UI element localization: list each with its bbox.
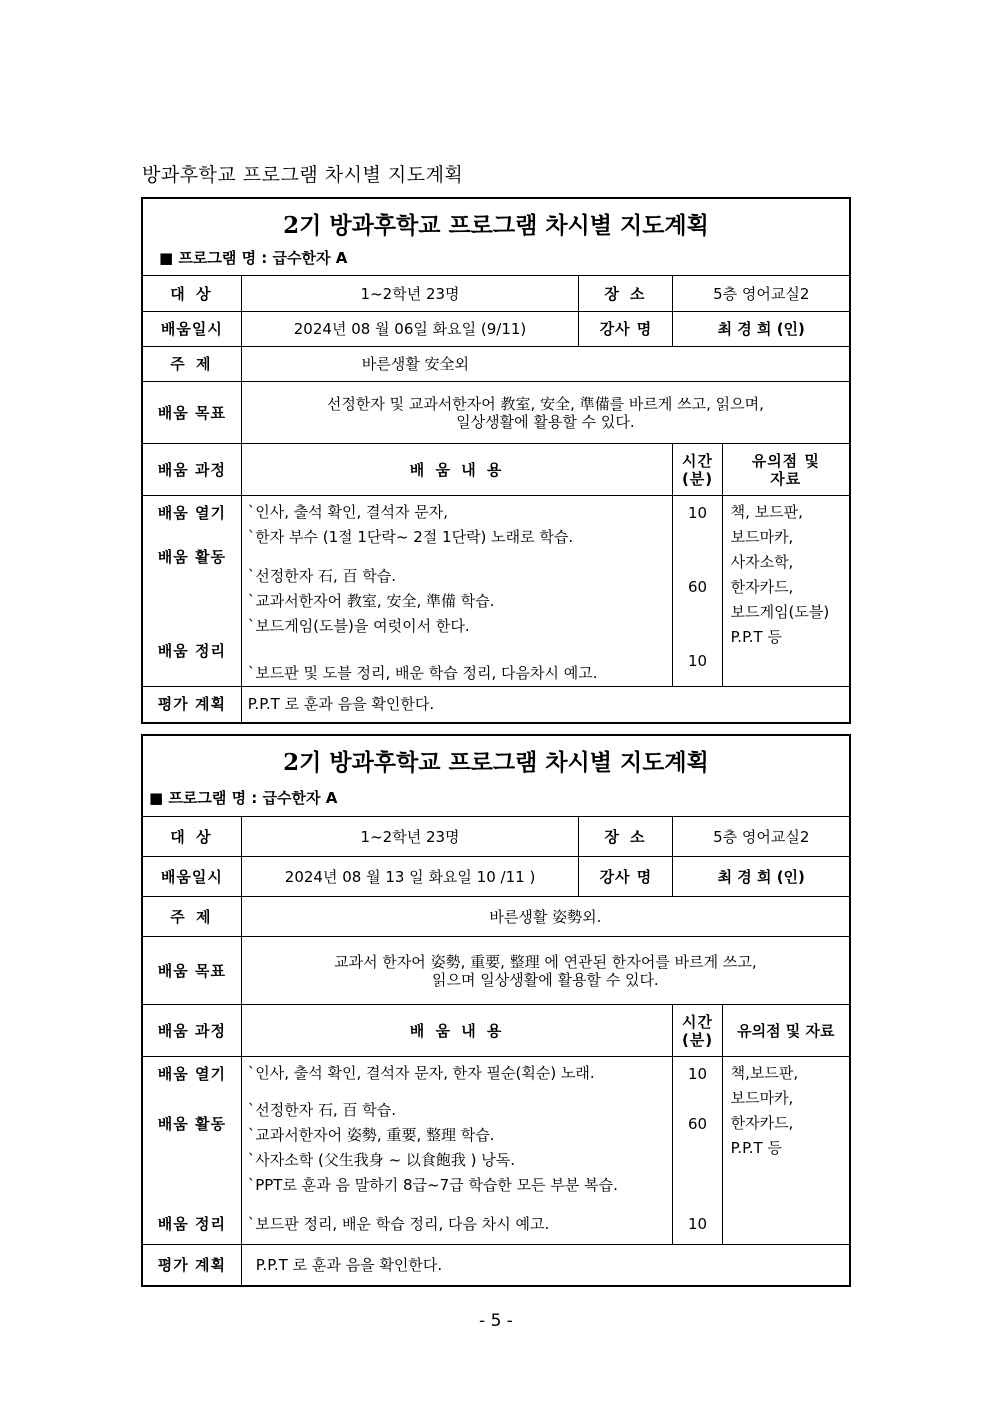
close-list	[248, 1212, 667, 1237]
date-value: 2024년 08 월 13 일 화요일 10 /11 )	[241, 857, 579, 897]
target-value: 1~2학년 23명	[241, 276, 579, 312]
time-activity: 60	[687, 1115, 708, 1133]
notes-line: P.P.T 등	[730, 628, 782, 646]
open-label: 배움 열기	[157, 1065, 226, 1083]
close-label: 배움 정리	[157, 1215, 226, 1233]
evaluation-value: P.P.T 로 훈과 음을 확인한다.	[241, 687, 849, 722]
activity-list	[248, 1098, 667, 1198]
notes-line: 한자카드,	[730, 1114, 794, 1132]
program-name: ■ 프로그램 명 : 급수한자 A	[149, 789, 338, 807]
lesson-plan-1	[141, 197, 851, 724]
process-label: 배움 과정	[143, 1005, 241, 1057]
list-item: `교과서한자어 教室, 安全, 準備 학습.	[247, 592, 495, 610]
goal-line: 일상생활에 활용할 수 있다.	[456, 412, 635, 431]
goal-value	[241, 382, 849, 444]
list-item: `보드게임(도블)을 여럿이서 한다.	[247, 617, 470, 635]
place-value: 5층 영어교실2	[673, 817, 849, 857]
topic-label: 주 제	[143, 347, 241, 382]
goal-line: 선정한자 및 교과서한자어 教室, 安全, 準備를 바르게 쓰고, 읽으며,	[326, 394, 764, 413]
notes-line: 보드게임(도블)	[730, 603, 830, 621]
list-item: `사자소학 (父生我身 ~ 以食飽我 ) 낭독.	[247, 1151, 516, 1169]
target-label: 대 상	[143, 276, 241, 312]
time-values	[673, 496, 722, 687]
process-steps	[143, 1057, 241, 1245]
list-item: `선정한자 石, 百 학습.	[247, 567, 396, 585]
close-label: 배움 정리	[157, 642, 226, 660]
evaluation-label: 평가 계획	[143, 1245, 241, 1285]
notes-line: 보드마카,	[730, 1089, 794, 1107]
target-label: 대 상	[143, 817, 241, 857]
goal-line: 교과서 한자어 姿勢, 重要, 整理 에 연관된 한자어를 바르게 쓰고,	[334, 952, 757, 971]
activity-label: 배움 활동	[157, 548, 226, 566]
content-header: 배 움 내 용	[241, 1005, 673, 1057]
notes-line: P.P.T 등	[730, 1139, 782, 1157]
teacher-value: 최 경 희 (인)	[673, 312, 849, 347]
teacher-label: 강사 명	[579, 312, 673, 347]
evaluation-value: P.P.T 로 훈과 음을 확인한다.	[241, 1245, 849, 1285]
process-label: 배움 과정	[143, 444, 241, 496]
notes-line: 한자카드,	[730, 578, 794, 596]
target-value: 1~2학년 23명	[241, 817, 579, 857]
notes-line: 책, 보드판,	[730, 503, 803, 521]
teacher-label: 강사 명	[579, 857, 673, 897]
process-content	[241, 1057, 673, 1245]
open-list	[248, 500, 667, 550]
list-item: `PPT로 훈과 음 말하기 8급~7급 학습한 모든 부분 복습.	[247, 1176, 618, 1194]
date-label: 배움일시	[143, 857, 241, 897]
goal-label: 배움 목표	[143, 382, 241, 444]
notes-values	[722, 496, 849, 687]
list-item: `한자 부수 (1절 1단락~ 2절 1단락) 노래로 학습.	[247, 528, 574, 546]
time-header: 시간 (분)	[673, 1005, 722, 1057]
list-item: `선정한자 石, 百 학습.	[247, 1101, 396, 1119]
notes-line: 책,보드판,	[730, 1064, 799, 1082]
lesson-plan-2	[141, 734, 851, 1287]
plan-title: 2기 방과후학교 프로그램 차시별 지도계획	[283, 749, 709, 776]
time-open: 10	[687, 504, 708, 522]
content-header: 배 움 내 용	[241, 444, 673, 496]
process-content	[241, 496, 673, 687]
list-item: `보드판 정리, 배운 학습 정리, 다음 차시 예고.	[247, 1215, 550, 1233]
date-value: 2024년 08 월 06일 화요일 (9/11)	[241, 312, 579, 347]
plan-table	[143, 816, 849, 1285]
notes-line: 보드마카,	[730, 528, 794, 546]
topic-label: 주 제	[143, 897, 241, 937]
time-values	[673, 1057, 722, 1245]
close-list	[248, 661, 667, 686]
time-open: 10	[687, 1065, 708, 1083]
list-item: `인사, 출석 확인, 결석자 문자,	[247, 503, 448, 521]
notes-header: 유의점 및 자료	[722, 444, 849, 496]
time-close: 10	[687, 1215, 708, 1233]
plan-table	[143, 275, 849, 722]
place-label: 장 소	[579, 276, 673, 312]
goal-value	[241, 937, 849, 1005]
program-name: ■ 프로그램 명 : 급수한자 A	[159, 249, 348, 267]
activity-label: 배움 활동	[157, 1115, 226, 1133]
topic-value: 바른생활 安全외	[241, 347, 849, 382]
notes-header: 유의점 및 자료	[722, 1005, 849, 1057]
list-item: `교과서한자어 姿勢, 重要, 整理 학습.	[247, 1126, 495, 1144]
evaluation-label: 평가 계획	[143, 687, 241, 722]
teacher-value: 최 경 희 (인)	[673, 857, 849, 897]
time-close: 10	[687, 652, 708, 670]
activity-list	[248, 564, 667, 639]
topic-value: 바른생활 姿勢외.	[241, 897, 849, 937]
list-item: `보드판 및 도블 정리, 배운 학습 정리, 다음차시 예고.	[247, 664, 598, 682]
open-label: 배움 열기	[157, 504, 226, 522]
page-heading: 방과후학교 프로그램 차시별 지도계획	[142, 164, 464, 186]
goal-label: 배움 목표	[143, 937, 241, 1005]
list-item: `인사, 출석 확인, 결석자 문자, 한자 필순(획순) 노래.	[247, 1064, 595, 1082]
open-list	[248, 1061, 667, 1086]
place-value: 5층 영어교실2	[673, 276, 849, 312]
notes-line: 사자소학,	[730, 553, 794, 571]
time-header: 시간 (분)	[673, 444, 722, 496]
time-activity: 60	[687, 578, 708, 596]
date-label: 배움일시	[143, 312, 241, 347]
notes-values	[722, 1057, 849, 1245]
plan-title: 2기 방과후학교 프로그램 차시별 지도계획	[283, 212, 709, 239]
process-steps	[143, 496, 241, 687]
goal-line: 읽으며 일상생활에 활용할 수 있다.	[432, 970, 659, 989]
place-label: 장 소	[579, 817, 673, 857]
page-number: - 5 -	[479, 1311, 513, 1331]
